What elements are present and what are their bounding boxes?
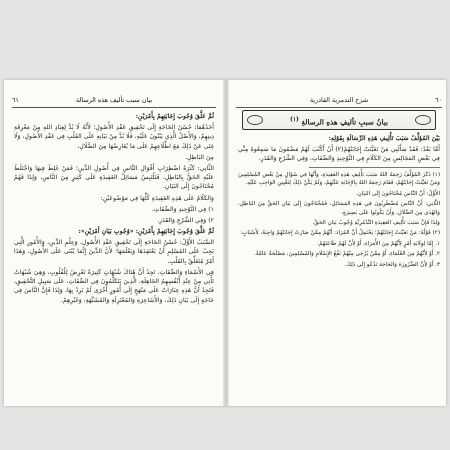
right-paragraph: أَمَّا بَعْدُ: فَقَدْ سَأَلَنِي مَنْ تَعَيَّنَتْ إِجَابَتُهُمْ(٢) أَنْ أَكْتُبَ لَهُمْ مَضْمُونَ مَا سَمِعُوهُ مِنِّي فِي بَعْضِ المَجَالِسِ مِنَ الكَلَامِ فِي التَّوْحِيدِ وَالصِّفَاتِ، وَفِي الشَّرْعِ وَالقَدَرِ. [238, 146, 440, 163]
left-paragraph: أَحَدُهُمَا: حُسْنُ الحَاجَةِ إِلَى تَحْقِيقِ عَقْدِ الأُصُولِ؛ لأَنَّهُ لَا بُدَّ لِعِبَادِ اللهِ مِنْ مَعْرِفَةِ دِينِهِمْ، وَالأَصْلُ الَّذِي يَبْنُونَ عَلَيْهِ، فَلَا بُدَّ مِنْ بَيَانِهِ عَلَى القَلْبِ فِي عَقْدِ الأُصُولِ، وَلَا غِنَى عَنْ ذَلِكَ مَعَ اطِّلَاعِهِمْ عَلَى مَا يُعَارِضُهَا مِنَ الضَّلَالِ، [14, 124, 214, 150]
right-running-head [236, 95, 442, 108]
right-page [234, 80, 444, 406]
left-paragraph: ثُمَّ عَلَّقَ وُجُوبَ إِجَابَتِهِمْ بِأَمْرَيْنِ: [135, 113, 214, 120]
right-footnote: ٣. أَوْ لِأَنَّ الضَّرُورَةَ وَالحَاجَةَ تَدْعُو إِلَى ذَلِكَ. [344, 261, 440, 268]
chapter-footnote-mark: (١) [289, 116, 299, 123]
left-paragraph: ثُمَّ عَلَّقَ وُجُوبَ إِجَابَتِهِمْ بِأَمْرَيْنِ: «وُجُوبِ بَيَانِ أَمْرَيْنِ»: [78, 227, 214, 235]
chapter-title: بيانُ سببِ تأليفِ هذهِ الرسالةِ [301, 117, 389, 127]
left-page [10, 80, 218, 406]
left-page-number: ٦١ [12, 96, 19, 104]
right-running-title: شرح التدمرية القادرية [309, 96, 369, 104]
right-footnote: ١. إِمَّا لِوِلَايَةِ أَمْرٍ لِأَنَّهُمْ مِنَ الأُمَرَاءِ، أَوْ لِأَنَّ لَهُمْ طَاعَتَهُمْ. [317, 240, 440, 247]
left-running-title: بيان سبب تأليف هذه الرسالة [75, 96, 153, 104]
right-footnote: (١) ذَكَرَ المُؤَلِّفُ رَحِمَهُ اللهُ سَبَبَ تَأْلِيفِ هَذِهِ العَقِيدَةِ، وَأَنَّهَا فِي سُؤَالٍ مِنْ بَعْضِ المُسْلِمِينَ وَمَنْ تَعَيَّنَتْ إِجَابَتُهُمْ، فَقَامَ رَحِمَهُ اللهُ بِالإِجَابَةِ عَلَيْهِمْ، وَلَمْ يَكُنْ ذَلِكَ لِتَعْيِينِ الوَاجِبِ عَلَيْهِ. [238, 171, 440, 187]
book-spread [4, 80, 446, 406]
left-paragraph: مِنَ البَاطِلِ. [185, 153, 214, 161]
footnote-separator [309, 167, 440, 168]
left-paragraph: السَّبَبُ الأَوَّلُ: حُسْنُ الحَاجَةِ إِلَى تَحْقِيقِ عَقْدِ الأُصُولِ، وَعِلْمِ الدِّينِ، وَالأُمُورِ الَّتِي يَجِبُ عَلَى المُسْلِمِ أَنْ يَعْتَقِدَهَا وَيَعْلَمَهَا؛ لأَنَّ الدِّينَ إِنَّمَا يُبْنَى عَلَى الأُصُولِ، وَهَذَا أَمْرٌ مُتَعَلِّقٌ بِالقَلْبِ. [14, 238, 214, 265]
right-footnote: وَلِذَا فَإِنَّ سَبَبَ تَأْلِيفِ العَقِيدَةِ التَّدْمُرِيَّةِ وُجُوبُ بَيَانِ الحَقِّ. [312, 220, 440, 227]
right-footnote: (٢) قَوْلُهُ: مَنْ تَعَيَّنَتْ إِجَابَتُهُمْ؛ يَحْتَمِلُ أَنَّ المُرَادَ: أَنَّهُمْ مِمَّنْ صَارَتْ إِجَابَتُهُمْ وَاجِبَةً، لِأَسْبَابٍ: [240, 230, 440, 237]
left-paragraph: فِي الأَسْمَاءِ وَالصِّفَاتِ، تَجِدُ أَنَّ هُنَاكَ شُبُهَاتٍ كَثِيرَةً تَعْرِضُ لِلْقُلُوبِ، وَهِيَ شُبُهَاتٌ تَأْتِي مِنْ عِنْدِ أَنْفُسِهِمُ الجَاهِلَةِ، الَّذِينَ يَتَكَلَّمُونَ فِي الصِّفَاتِ، عَلَى سَبِيلِ التَّحْقِيقِ، فَتَجِدُ أَنَّ هَذِهِ عِبَارَاتٌ عَلَى مَنْهَجٍ إِلَى أُمُورٍ أُخْرَى لَمْ يَرِدْ بِهَا، وَلِذَا فَإِنَّ النَّاسَ فِي حَاجَةٍ إِلَى بَيَانِ ذَلِكَ، وَالأَشَاعِرَةِ وَالمُعْتَزِلَةِ وَالمُشَبِّهَةِ، وَغَيْرِهِمْ. [14, 268, 214, 304]
right-page-body [238, 134, 440, 271]
left-paragraph: ٢) وَفِي الشَّرْعِ وَالقَدَرِ. [157, 216, 214, 224]
right-paragraph: بَيْنَ المُؤَلِّفُ سَبَبَ تَأْلِيفِ هَذِهِ الرِّسَالَةِ بِقَوْلِهِ: [328, 135, 440, 142]
right-footnote: الثَّانِي: أَنَّ النَّاسَ مُضْطَرِبُونَ فِي هَذِهِ المَسَائِلِ، فَمُحْتَاجُونَ إِلَى بَيَانِ الحَقِّ مِنَ البَاطِلِ، وَالهُدَى مِنَ الضَّلَالِ، وَأَنْ يَكُونُوا عَلَى بَصِيرَةٍ. [238, 201, 440, 216]
left-paragraph: ١) فِي التَّوْحِيدِ وَالصِّفَاتِ. [151, 205, 214, 213]
right-footnote: ٢. أَوْ لِأَنَّهُمْ مِنَ العُلَمَاءِ، أَوْ مِمَّنْ يُرْجَى مِنْهُمْ نَفْعُ الإِسْلَامِ وَالمُسْلِمِينَ، مَصْلَحَةٌ عَامَّةٌ. [254, 251, 440, 258]
book-gutter [223, 80, 229, 406]
left-paragraph: الثَّانِي: كَثْرَةُ اضْطِرَابِ أَقْوَالِ النَّاسِ فِي أُصُولِ الدِّينِ؛ فَمَنْ غَلِطَ فِيهَا وَاخْتَلَطَ عَلَيْهِ الحَقُّ بِالبَاطِلِ، فَتَلْتَبِسُ مَسَائِلُ العَقِيدَةِ عَلَى كَثِيرٍ مِنَ النَّاسِ، وَلِذَا فَهُمْ مُحْتَاجُونَ إِلَى البَيَانِ. [14, 164, 214, 191]
chapter-banner [242, 110, 436, 130]
ornament-icon [415, 115, 431, 125]
left-running-head [12, 95, 216, 108]
right-page-number: ٦٠ [435, 96, 442, 104]
left-page-body [14, 112, 214, 307]
ornament-icon [247, 115, 263, 125]
right-footnote: الأَوَّلُ: أَنَّ النَّاسَ مُحْتَاجُونَ إِلَى البَيَانِ. [355, 190, 440, 197]
left-paragraph: وَالكَلَامُ عَلَى هَذِهِ العَقِيدَةِ كُلِّهَا فِي مَوْضُوعَيْنِ: [100, 194, 214, 202]
